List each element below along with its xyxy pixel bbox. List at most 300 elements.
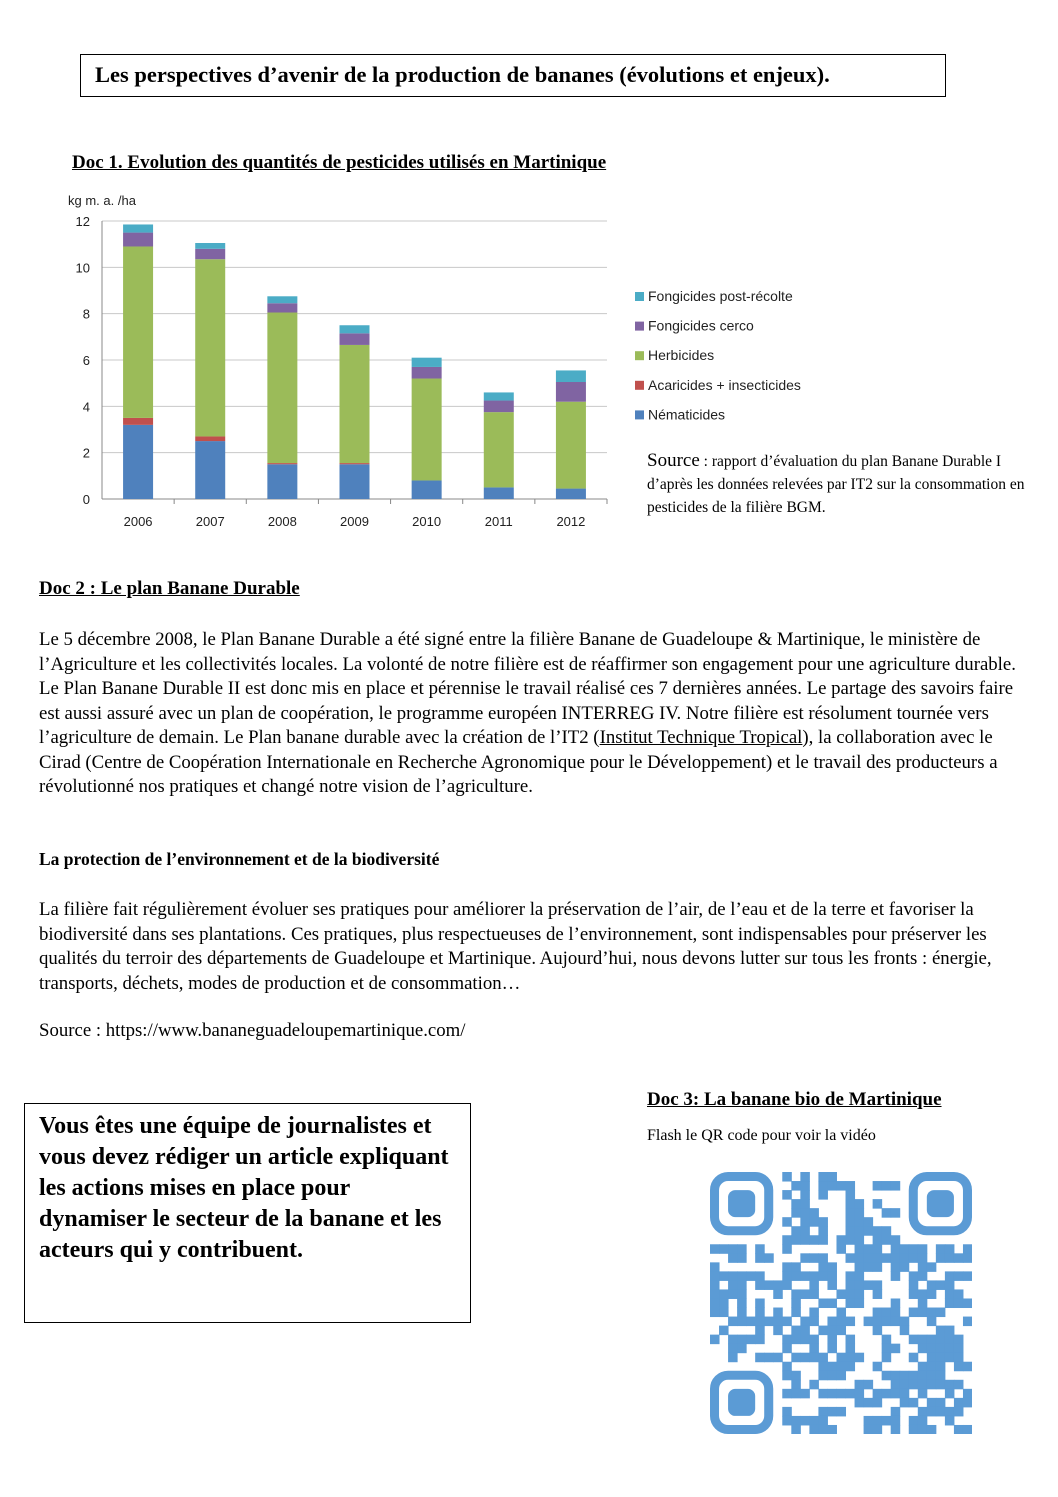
qr-module <box>846 1217 856 1227</box>
qr-module <box>963 1362 972 1372</box>
qr-module <box>782 1271 792 1281</box>
qr-module <box>927 1371 937 1381</box>
qr-module <box>891 1407 901 1417</box>
qr-module <box>909 1371 919 1381</box>
qr-module <box>864 1262 874 1272</box>
qr-module <box>782 1244 792 1254</box>
qr-module <box>909 1271 919 1281</box>
qr-module <box>945 1326 955 1336</box>
qr-module <box>846 1298 856 1308</box>
qr-module <box>891 1298 901 1308</box>
page-title: Les perspectives d’avenir de la production de bananes (évolutions et enjeux). <box>80 54 946 97</box>
y-tick-label: 4 <box>82 399 90 415</box>
qr-module <box>782 1335 792 1345</box>
bar-segment <box>195 249 225 259</box>
qr-module <box>864 1226 874 1236</box>
qr-module <box>746 1317 756 1327</box>
bar-segment <box>267 464 297 499</box>
qr-module <box>945 1289 955 1299</box>
qr-module <box>918 1271 928 1281</box>
qr-module <box>827 1298 837 1308</box>
qr-module <box>818 1217 828 1227</box>
qr-module <box>782 1362 792 1372</box>
qr-module <box>846 1253 856 1263</box>
qr-module <box>945 1380 955 1390</box>
bar-segment <box>267 313 297 464</box>
qr-module <box>927 1362 937 1372</box>
y-tick-label: 2 <box>82 445 90 461</box>
qr-module <box>918 1407 928 1417</box>
qr-module <box>855 1298 865 1308</box>
qr-module <box>945 1298 955 1308</box>
qr-module <box>836 1244 846 1254</box>
qr-module <box>855 1244 865 1254</box>
qr-module <box>873 1262 883 1272</box>
qr-module <box>945 1344 955 1354</box>
qr-module <box>846 1271 856 1281</box>
legend-swatch <box>635 292 644 301</box>
qr-module <box>782 1235 792 1245</box>
qr-module <box>782 1172 792 1182</box>
qr-module <box>873 1226 883 1236</box>
qr-module <box>918 1416 928 1426</box>
qr-module <box>945 1416 955 1426</box>
doc1-source-text: : rapport d’évaluation du plan Banane Durable I d’après les données relevées par IT2 sur la consommation en pesticides de la filière BGM. <box>647 453 1025 516</box>
qr-module <box>737 1335 747 1345</box>
qr-module <box>927 1262 937 1272</box>
qr-module <box>900 1244 910 1254</box>
qr-module <box>891 1371 901 1381</box>
qr-code[interactable] <box>710 1172 972 1434</box>
qr-module <box>719 1244 729 1254</box>
bar-segment <box>484 487 514 499</box>
qr-module <box>710 1280 720 1290</box>
qr-module <box>782 1344 792 1354</box>
bar-segment <box>123 233 153 247</box>
qr-module <box>873 1181 883 1191</box>
qr-module <box>728 1280 738 1290</box>
bar-segment <box>556 489 586 499</box>
qr-module <box>791 1226 801 1236</box>
qr-module <box>791 1199 801 1209</box>
bar-segment <box>484 401 514 413</box>
bar-segment <box>556 382 586 402</box>
qr-module <box>909 1335 919 1345</box>
legend-swatch <box>635 322 644 331</box>
qr-module <box>936 1253 946 1263</box>
qr-module <box>800 1289 810 1299</box>
qr-module <box>936 1407 946 1417</box>
qr-module <box>954 1380 964 1390</box>
qr-module <box>945 1253 955 1263</box>
x-tick-label: 2008 <box>267 514 297 529</box>
qr-module <box>818 1298 828 1308</box>
qr-module <box>873 1235 883 1245</box>
qr-module <box>927 1407 937 1417</box>
qr-module <box>791 1416 801 1426</box>
x-tick-label: 2010 <box>412 514 442 529</box>
qr-module <box>818 1389 828 1399</box>
bar-segment <box>412 367 442 379</box>
qr-module <box>800 1326 810 1336</box>
qr-module <box>918 1308 928 1318</box>
qr-module <box>864 1217 874 1227</box>
qr-module <box>755 1308 765 1318</box>
qr-module <box>873 1317 883 1327</box>
qr-module <box>755 1326 765 1336</box>
bar-segment <box>340 333 370 345</box>
qr-module <box>918 1425 928 1434</box>
bar-segment <box>195 243 225 249</box>
qr-module <box>846 1289 856 1299</box>
qr-module <box>909 1244 919 1254</box>
qr-module <box>782 1317 792 1327</box>
qr-module <box>963 1389 972 1399</box>
y-tick-label: 8 <box>82 306 90 322</box>
qr-module <box>855 1353 865 1363</box>
qr-module <box>836 1353 846 1363</box>
qr-module <box>800 1353 810 1363</box>
qr-module <box>855 1235 865 1245</box>
qr-module <box>873 1362 883 1372</box>
qr-module <box>782 1217 792 1227</box>
qr-module <box>791 1308 801 1318</box>
qr-module <box>927 1380 937 1390</box>
qr-module <box>873 1244 883 1254</box>
qr-module <box>773 1317 783 1327</box>
qr-module <box>755 1298 765 1308</box>
it2-link[interactable]: Institut Technique Tropical <box>599 727 803 748</box>
qr-module <box>818 1326 828 1336</box>
qr-module <box>710 1335 720 1345</box>
qr-module <box>782 1190 792 1200</box>
qr-module <box>873 1199 883 1209</box>
qr-module <box>900 1398 910 1408</box>
qr-module <box>755 1280 765 1290</box>
qr-module <box>719 1308 729 1318</box>
qr-module <box>782 1407 792 1417</box>
qr-module <box>954 1407 964 1417</box>
qr-module <box>800 1172 810 1182</box>
qr-module <box>809 1317 819 1327</box>
qr-module <box>945 1244 955 1254</box>
qr-module <box>791 1298 801 1308</box>
qr-module <box>900 1253 910 1263</box>
qr-module <box>855 1208 865 1218</box>
qr-module <box>954 1271 964 1281</box>
qr-module <box>891 1416 901 1426</box>
legend-label: Fongicides cerco <box>648 317 754 334</box>
qr-module <box>864 1317 874 1327</box>
qr-module <box>782 1280 792 1290</box>
qr-module <box>836 1371 846 1381</box>
qr-module <box>818 1416 828 1426</box>
qr-module <box>918 1344 928 1354</box>
legend-swatch <box>635 381 644 390</box>
bar-segment <box>412 480 442 499</box>
qr-module <box>882 1371 892 1381</box>
qr-module <box>818 1371 828 1381</box>
qr-module <box>891 1253 901 1263</box>
qr-module <box>836 1317 846 1327</box>
qr-module <box>755 1253 765 1263</box>
qr-module <box>791 1380 801 1390</box>
qr-module <box>818 1253 828 1263</box>
qr-module <box>791 1425 801 1434</box>
qr-module <box>963 1253 972 1263</box>
qr-module <box>918 1262 928 1272</box>
qr-module <box>836 1407 846 1417</box>
qr-module <box>864 1253 874 1263</box>
qr-module <box>891 1308 901 1318</box>
qr-module <box>846 1280 856 1290</box>
qr-module <box>836 1389 846 1399</box>
qr-module <box>963 1244 972 1254</box>
qr-module <box>710 1262 720 1272</box>
doc2-text-part2: ), la collaboration avec le Cirad (Centre de Coopération Internationale en Recherche Agronomique pour le Développement) et le travail des producteurs a révolutionné nos pratiques et changé notre vision de l’agriculture. <box>39 727 998 797</box>
qr-module <box>891 1344 901 1354</box>
qr-module <box>800 1235 810 1245</box>
bar-segment <box>340 325 370 333</box>
qr-module <box>918 1362 928 1372</box>
bar-segment <box>123 224 153 232</box>
qr-module <box>818 1190 828 1200</box>
qr-module <box>891 1208 901 1218</box>
qr-module <box>791 1371 801 1381</box>
bar-segment <box>123 425 153 499</box>
qr-module <box>891 1317 901 1327</box>
qr-module <box>836 1289 846 1299</box>
qr-module <box>864 1280 874 1290</box>
qr-module <box>809 1353 819 1363</box>
qr-module <box>827 1389 837 1399</box>
qr-module <box>873 1280 883 1290</box>
qr-module <box>827 1262 837 1272</box>
x-tick-label: 2006 <box>123 514 153 529</box>
qr-module <box>909 1308 919 1318</box>
qr-module <box>800 1190 810 1200</box>
qr-module <box>755 1244 765 1254</box>
qr-module <box>891 1181 901 1191</box>
qr-finder-center <box>728 1389 755 1416</box>
qr-finder-center <box>927 1190 954 1217</box>
qr-module <box>782 1371 792 1381</box>
qr-module <box>764 1353 774 1363</box>
qr-module <box>791 1326 801 1336</box>
qr-module <box>791 1262 801 1272</box>
qr-module <box>809 1235 819 1245</box>
qr-module <box>737 1253 747 1263</box>
y-tick-label: 0 <box>82 492 90 507</box>
qr-module <box>755 1317 765 1327</box>
doc2-heading: Doc 2 : Le plan Banane Durable <box>39 578 300 599</box>
y-tick-label: 12 <box>75 214 90 229</box>
doc2-paragraph <box>39 628 1024 800</box>
qr-module <box>791 1235 801 1245</box>
bar-segment <box>267 463 297 464</box>
qr-module <box>945 1389 955 1399</box>
qr-module <box>800 1335 810 1345</box>
qr-module <box>873 1398 883 1408</box>
doc2-text-part1: Le 5 décembre 2008, le Plan Banane Durable a été signé entre la filière Banane de Guadeloupe & Martinique, le ministère de l’Agriculture et les collectivités locales. La volonté de notre filière est de réaffirmer son engagement pour une agriculture durable. Le Plan Banane Durable II est donc mis en place et pérennise le travail réalisé ces 7 dernières années. Le partage des savoirs faire est aussi assuré avec un plan de coopération, le programme européen INTERREG IV. Notre filière est résolument tournée vers l’agriculture de demain. Le Plan banane durable avec la création de l’IT2 ( <box>39 629 1016 748</box>
qr-module <box>846 1344 856 1354</box>
qr-module <box>846 1335 856 1345</box>
legend-label: Nématicides <box>648 406 726 423</box>
qr-module <box>827 1271 837 1281</box>
qr-module <box>882 1208 892 1218</box>
qr-module <box>900 1371 910 1381</box>
qr-module <box>864 1416 874 1426</box>
qr-module <box>936 1308 946 1318</box>
qr-module <box>836 1308 846 1318</box>
qr-module <box>836 1326 846 1336</box>
legend-label: Fongicides post-récolte <box>648 288 793 304</box>
x-tick-label: 2009 <box>340 514 369 529</box>
qr-module <box>855 1253 865 1263</box>
x-tick-label: 2007 <box>195 514 225 529</box>
qr-module <box>719 1289 729 1299</box>
qr-module <box>927 1317 937 1327</box>
qr-module <box>818 1271 828 1281</box>
doc1-source-label: Source <box>647 450 700 471</box>
qr-module <box>827 1172 837 1182</box>
qr-module <box>882 1235 892 1245</box>
qr-module <box>945 1280 955 1290</box>
qr-module <box>873 1389 883 1399</box>
bar-segment <box>267 296 297 303</box>
qr-module <box>818 1262 828 1272</box>
qr-module <box>954 1353 964 1363</box>
bar-segment <box>123 246 153 417</box>
qr-module <box>818 1226 828 1236</box>
qr-module <box>791 1289 801 1299</box>
qr-module <box>800 1208 810 1218</box>
qr-module <box>728 1253 738 1263</box>
qr-module <box>954 1289 964 1299</box>
qr-module <box>882 1353 892 1363</box>
qr-module <box>818 1172 828 1182</box>
qr-module <box>710 1271 720 1281</box>
qr-module <box>791 1353 801 1363</box>
qr-module <box>728 1289 738 1299</box>
qr-module <box>809 1217 819 1227</box>
qr-module <box>918 1389 928 1399</box>
x-tick-label: 2012 <box>556 514 586 529</box>
qr-module <box>909 1416 919 1426</box>
x-tick-label: 2011 <box>484 514 513 529</box>
qr-module <box>782 1262 792 1272</box>
qr-module <box>846 1389 856 1399</box>
qr-module <box>936 1380 946 1390</box>
legend-swatch <box>635 351 644 360</box>
qr-module <box>827 1317 837 1327</box>
qr-module <box>954 1344 964 1354</box>
qr-module <box>800 1389 810 1399</box>
qr-module <box>927 1425 937 1434</box>
qr-module <box>728 1335 738 1345</box>
qr-module <box>882 1344 892 1354</box>
qr-module <box>918 1289 928 1299</box>
qr-module <box>818 1362 828 1372</box>
qr-module <box>764 1280 774 1290</box>
qr-module <box>909 1253 919 1263</box>
qr-module <box>855 1398 865 1408</box>
qr-module <box>918 1244 928 1254</box>
qr-module <box>827 1335 837 1345</box>
qr-module <box>873 1416 883 1426</box>
qr-code-image[interactable] <box>710 1172 972 1434</box>
qr-module <box>773 1353 783 1363</box>
bar-segment <box>195 436 225 441</box>
qr-module <box>918 1371 928 1381</box>
qr-module <box>954 1398 964 1408</box>
qr-module <box>855 1289 865 1299</box>
qr-module <box>900 1380 910 1390</box>
qr-module <box>882 1416 892 1426</box>
qr-module <box>873 1289 883 1299</box>
bar-segment <box>267 303 297 312</box>
qr-module <box>764 1317 774 1327</box>
qr-module <box>818 1407 828 1417</box>
qr-module <box>746 1335 756 1345</box>
qr-module <box>827 1344 837 1354</box>
qr-module <box>954 1298 964 1308</box>
qr-module <box>873 1425 883 1434</box>
qr-module <box>737 1280 747 1290</box>
qr-module <box>927 1308 937 1318</box>
qr-module <box>710 1244 720 1254</box>
qr-instruction: Flash le QR code pour voir la vidéo <box>647 1127 876 1144</box>
qr-module <box>909 1398 919 1408</box>
bar-segment <box>195 259 225 436</box>
qr-module <box>936 1344 946 1354</box>
qr-module <box>846 1181 856 1191</box>
qr-module <box>882 1253 892 1263</box>
qr-module <box>737 1271 747 1281</box>
qr-module <box>963 1425 972 1434</box>
qr-module <box>846 1226 856 1236</box>
qr-module <box>927 1280 937 1290</box>
qr-module <box>809 1208 819 1218</box>
qr-module <box>746 1271 756 1281</box>
legend-label: Acaricides + insecticides <box>648 376 801 393</box>
legend-swatch <box>635 410 644 419</box>
qr-module <box>728 1317 738 1327</box>
qr-module <box>800 1253 810 1263</box>
task-box: Vous êtes une équipe de journalistes et vous devez rédiger un article expliquant les actions mises en place pour dynamiser le secteur de la banane et les acteurs qui y contribuent. <box>24 1103 471 1323</box>
qr-module <box>963 1398 972 1408</box>
qr-module <box>864 1244 874 1254</box>
qr-module <box>827 1407 837 1417</box>
qr-module <box>873 1253 883 1263</box>
qr-module <box>791 1335 801 1345</box>
bar-segment <box>340 463 370 464</box>
qr-module <box>927 1353 937 1363</box>
qr-module <box>836 1235 846 1245</box>
qr-module <box>891 1235 901 1245</box>
qr-module <box>927 1398 937 1408</box>
qr-module <box>846 1190 856 1200</box>
qr-module <box>891 1380 901 1390</box>
bar-segment <box>340 464 370 499</box>
qr-module <box>737 1317 747 1327</box>
qr-module <box>755 1353 765 1363</box>
qr-module <box>891 1389 901 1399</box>
qr-module <box>773 1280 783 1290</box>
qr-module <box>800 1317 810 1327</box>
qr-module <box>945 1271 955 1281</box>
qr-module <box>936 1280 946 1290</box>
